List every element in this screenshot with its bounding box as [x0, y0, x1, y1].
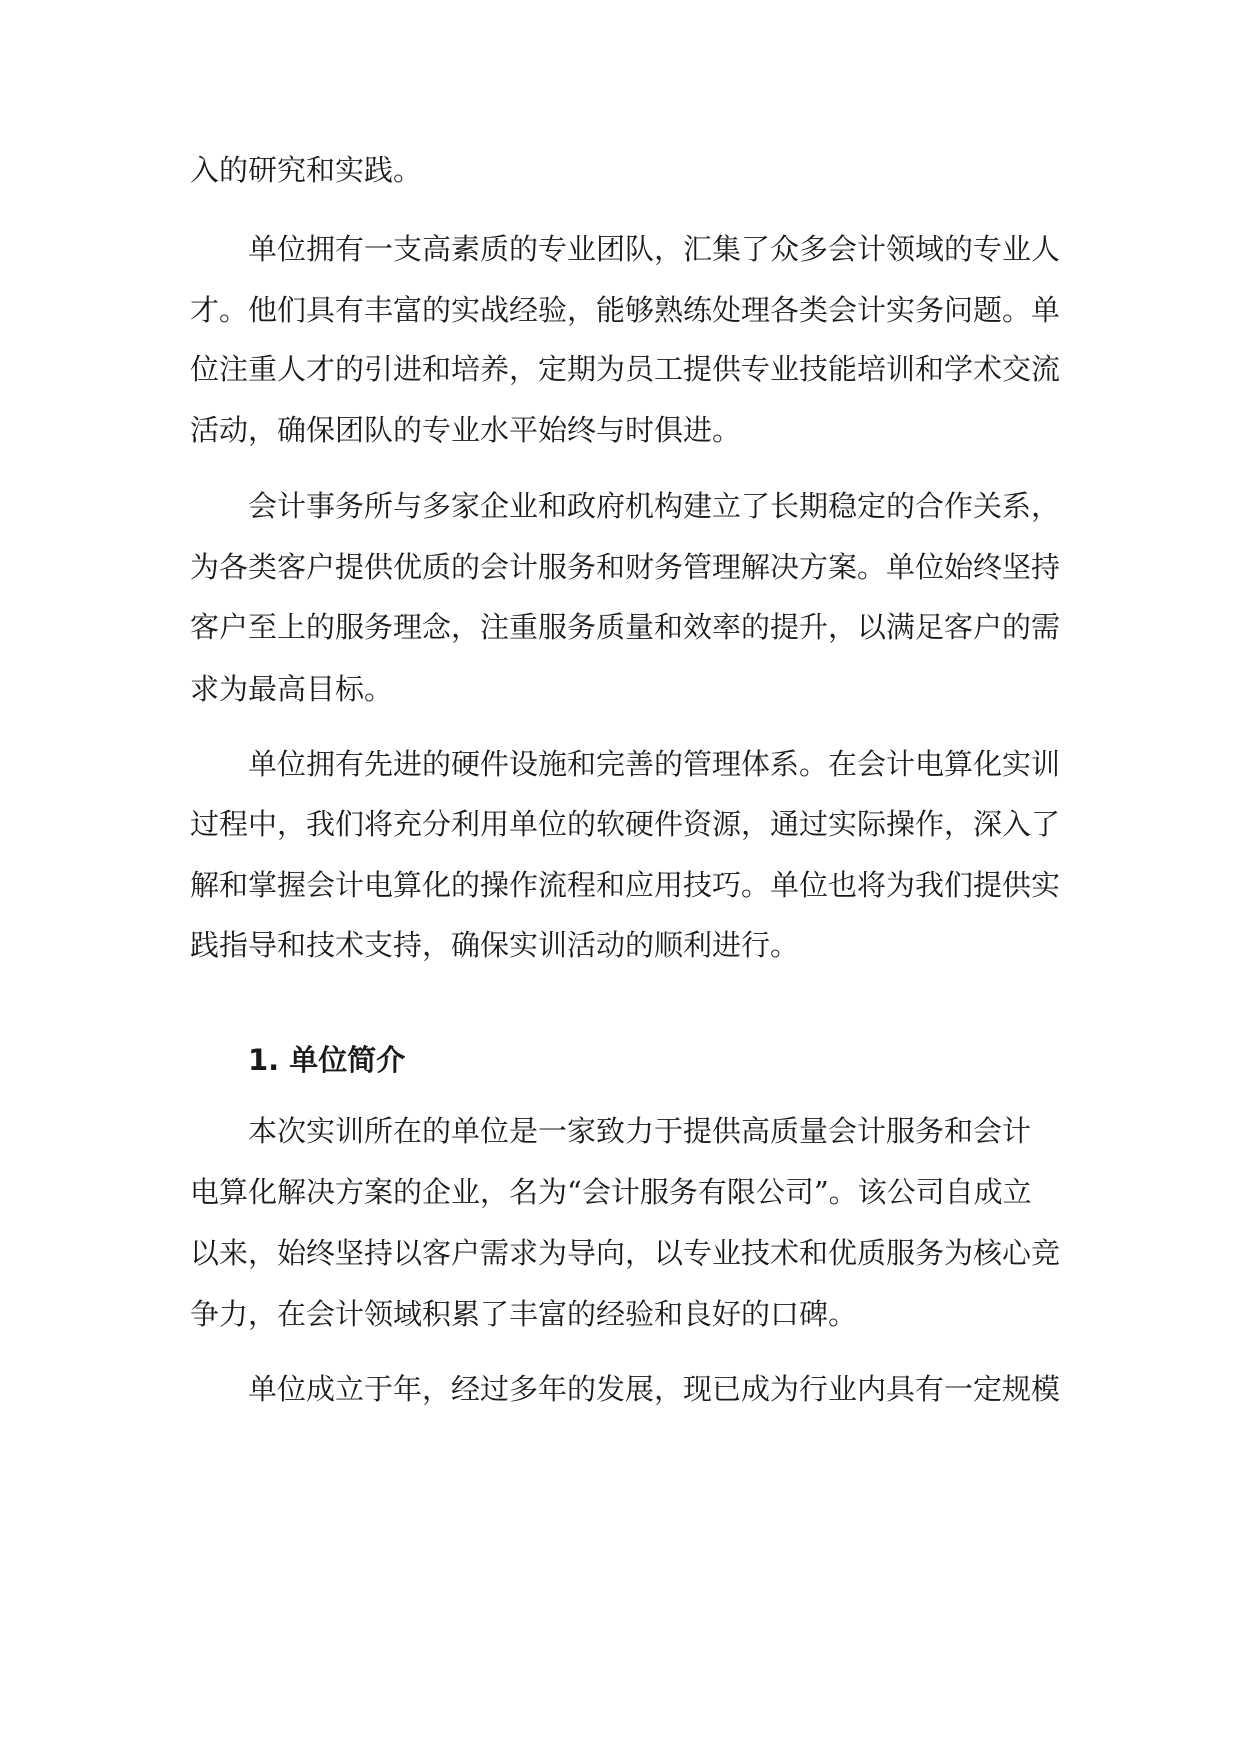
paragraph-line: 求为最高目标。	[190, 672, 394, 706]
paragraph-line: 会计事务所与多家企业和政府机构建立了长期稳定的合作关系，	[248, 489, 1061, 523]
paragraph-line: 才。他们具有丰富的实战经验，能够熟练处理各类会计实务问题。单	[190, 293, 1061, 327]
paragraph-line: 活动，确保团队的专业水平始终与时俱进。	[190, 413, 742, 447]
paragraph-line: 入的研究和实践。	[190, 153, 423, 187]
section-heading: 1. 单位简介	[248, 1043, 406, 1077]
paragraph-line: 客户至上的服务理念，注重服务质量和效率的提升，以满足客户的需	[190, 610, 1061, 644]
paragraph-line: 解和掌握会计电算化的操作流程和应用技巧。单位也将为我们提供实	[190, 868, 1061, 902]
paragraph-line: 位注重人才的引进和培养，定期为员工提供专业技能培训和学术交流	[190, 352, 1061, 386]
paragraph-line: 单位拥有先进的硬件设施和完善的管理体系。在会计电算化实训	[248, 747, 1061, 781]
paragraph-line: 为各类客户提供优质的会计服务和财务管理解决方案。单位始终坚持	[190, 550, 1061, 584]
paragraph-line: 以来，始终坚持以客户需求为导向，以专业技术和优质服务为核心竞	[190, 1236, 1061, 1270]
paragraph-line: 单位成立于年，经过多年的发展，现已成为行业内具有一定规模	[248, 1372, 1061, 1406]
paragraph-line: 本次实训所在的单位是一家致力于提供高质量会计服务和会计	[248, 1114, 1032, 1148]
paragraph-line: 单位拥有一支高素质的专业团队，汇集了众多会计领域的专业人	[248, 232, 1061, 266]
paragraph-line: 争力，在会计领域积累了丰富的经验和良好的口碑。	[190, 1297, 858, 1331]
paragraph-line: 过程中，我们将充分利用单位的软硬件资源，通过实际操作，深入了	[190, 807, 1061, 841]
paragraph-line: 电算化解决方案的企业，名为“会计服务有限公司”。该公司自成立	[190, 1175, 1032, 1209]
paragraph-line: 践指导和技术支持，确保实训活动的顺利进行。	[190, 928, 800, 962]
